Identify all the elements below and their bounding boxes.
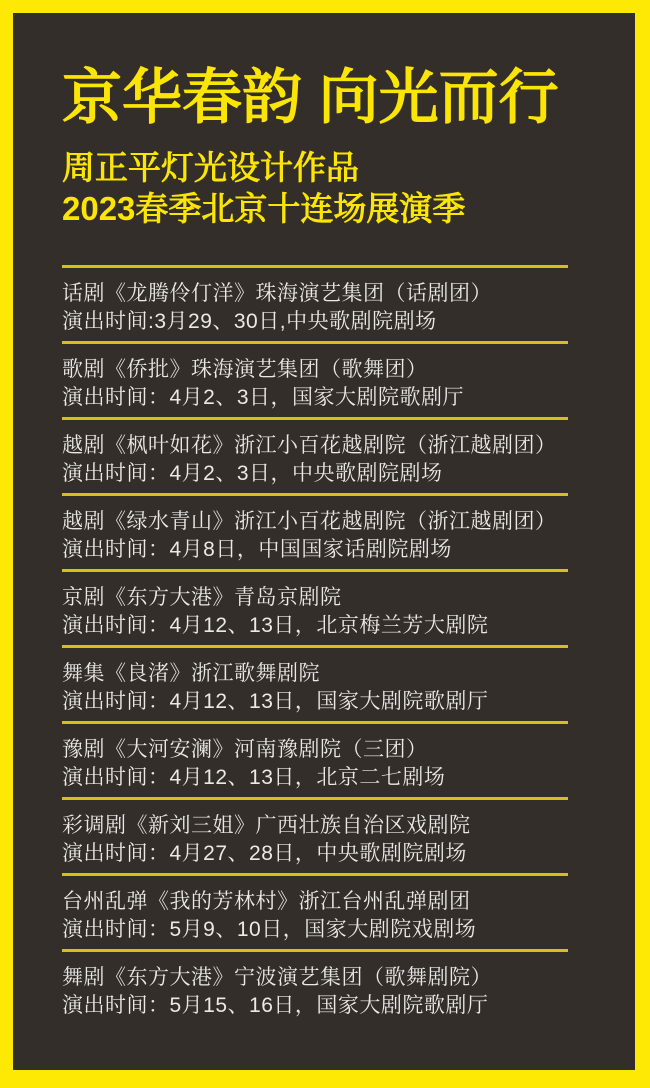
event-list	[62, 265, 568, 1025]
poster-subtitle-line2: 2023春季北京十连场展演季	[62, 190, 466, 227]
event-item	[62, 645, 568, 721]
event-show-label: 歌剧《侨批》珠海演艺集团（歌舞团）	[62, 358, 428, 381]
event-schedule-label: 演出时间：4月12、13日，北京梅兰芳大剧院	[62, 614, 489, 637]
event-item	[62, 569, 568, 645]
event-show-label: 豫剧《大河安澜》河南豫剧院（三团）	[62, 738, 428, 761]
poster-subtitle	[62, 147, 465, 229]
event-schedule-label: 演出时间：4月2、3日，国家大剧院歌剧厅	[62, 386, 465, 409]
event-text	[62, 344, 568, 412]
event-show-label: 越剧《枫叶如花》浙江小百花越剧院（浙江越剧团）	[62, 434, 557, 457]
event-schedule-label: 演出时间：4月12、13日，北京二七剧场	[62, 766, 446, 789]
event-item	[62, 949, 568, 1025]
event-text	[62, 572, 568, 640]
event-schedule-label: 演出时间：4月27、28日，中央歌剧院剧场	[62, 842, 467, 865]
event-item	[62, 341, 568, 417]
event-text	[62, 876, 568, 944]
event-show-label: 舞集《良渚》浙江歌舞剧院	[62, 662, 320, 685]
event-text	[62, 800, 568, 868]
event-item	[62, 797, 568, 873]
event-show-label: 京剧《东方大港》青岛京剧院	[62, 586, 342, 609]
event-item	[62, 493, 568, 569]
event-schedule-label: 演出时间：4月2、3日，中央歌剧院剧场	[62, 462, 443, 485]
event-text	[62, 420, 568, 488]
event-schedule-label: 演出时间：5月15、16日，国家大剧院歌剧厅	[62, 994, 489, 1017]
event-item	[62, 265, 568, 341]
event-item	[62, 873, 568, 949]
event-text	[62, 952, 568, 1020]
event-show-label: 舞剧《东方大港》宁波演艺集团（歌舞剧院）	[62, 966, 492, 989]
event-show-label: 彩调剧《新刘三姐》广西壮族自治区戏剧院	[62, 814, 471, 837]
poster-panel	[13, 13, 635, 1070]
event-item	[62, 721, 568, 797]
event-text	[62, 724, 568, 792]
event-text	[62, 268, 568, 336]
event-schedule-label: 演出时间：5月9、10日，国家大剧院戏剧场	[62, 918, 477, 941]
event-show-label: 越剧《绿水青山》浙江小百花越剧院（浙江越剧团）	[62, 510, 557, 533]
poster-title: 京华春韵 向光而行	[62, 64, 559, 131]
event-schedule-label: 演出时间:3月29、30日,中央歌剧院剧场	[62, 310, 437, 333]
event-schedule-label: 演出时间：4月12、13日，国家大剧院歌剧厅	[62, 690, 489, 713]
event-show-label: 台州乱弹《我的芳林村》浙江台州乱弹剧团	[62, 890, 471, 913]
event-text	[62, 648, 568, 716]
event-schedule-label: 演出时间：4月8日，中国国家话剧院剧场	[62, 538, 452, 561]
poster-subtitle-line1: 周正平灯光设计作品	[62, 149, 359, 186]
event-text	[62, 496, 568, 564]
event-show-label: 话剧《龙腾伶仃洋》珠海演艺集团（话剧团）	[62, 282, 492, 305]
event-item	[62, 417, 568, 493]
